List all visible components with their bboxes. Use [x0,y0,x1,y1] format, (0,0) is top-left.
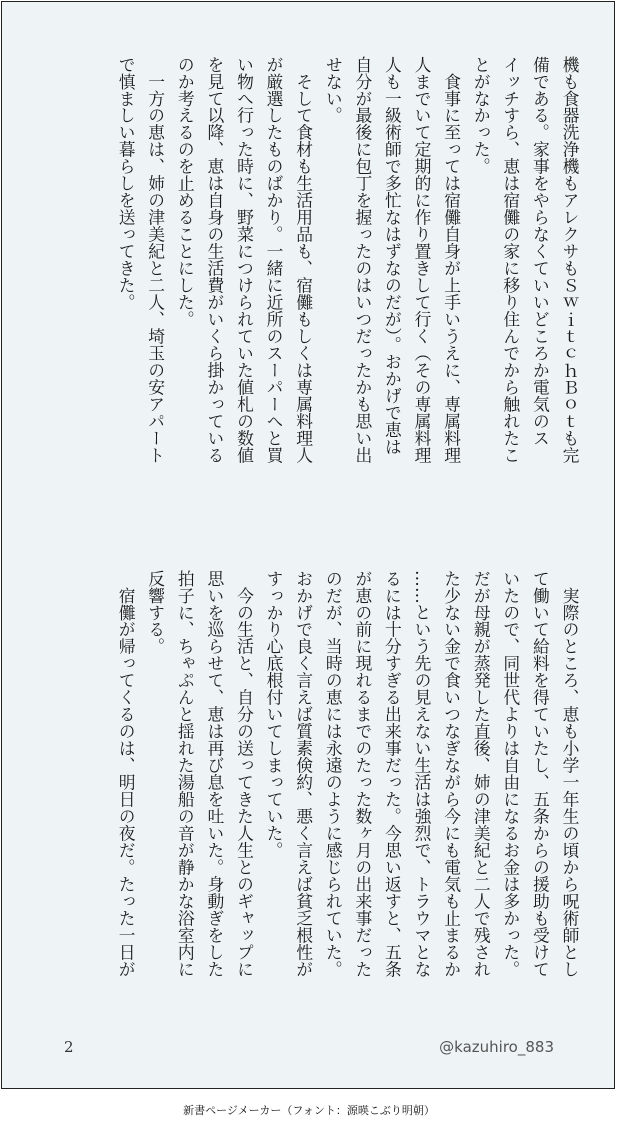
author-handle: @kazuhiro_883 [439,1038,554,1056]
text-line: た少ない金で食いつなぎながら今にも電気も止まるか [441,570,462,978]
text-line: 人も一級術師で多忙なはずなのだが）。おかげで恵は [382,56,403,456]
text-line: 一方の恵は、姉の津美紀と二人、埼玉の安アパート [145,56,166,464]
text-line: おかげで良く言えば質素倹約、悪く言えば貧乏根性が [293,570,314,978]
text-line: て働いて給料を得ていたし、五条からの援助も受けて [530,570,551,978]
text-line: が恵の前に現れるまでのたった数ヶ月の出来事だった [352,570,373,978]
text-line: を見て以降、恵は自身の生活費がいくら掛かっている [204,56,225,464]
text-line: すっかり心底根付いてしまっていた。 [264,570,285,859]
text-line: 今の生活と、自分の送ってきた人生とのギャップに [234,570,255,978]
text-line: そして食材も生活用品も、宿儺もしくは専属料理人 [293,56,314,464]
text-line: イッチすら、恵は宿儺の家に移り住んでから触れたこ [500,56,521,464]
text-line: い物へ行った時に、野菜につけられていた値札の数値 [234,56,255,464]
text-line: いたので、同世代よりは自由になるお金は多かった。 [500,570,521,978]
text-line: が厳選したものばかり。一緒に近所のスーパーへと買 [264,56,285,464]
text-line: 思いを巡らせて、恵は再び息を吐いた。身動ぎをした [204,570,225,978]
text-line: 宿儺が帰ってくるのは、明日の夜だ。たった一日が [116,570,137,978]
text-line: 実際のところ、恵も小学一年生の頃から呪術師とし [560,570,580,978]
text-line: だが母親が蒸発した直後、姉の津美紀と二人で残され [471,570,492,978]
text-block-bottom [111,570,585,1020]
text-line: で慎ましい暮らしを送ってきた。 [116,56,137,311]
text-line: のか考えるのを止めることにした。 [175,56,196,328]
book-page [1,1,615,1089]
text-line: 備である。家事をやらなくていいどころか電気のス [530,56,551,447]
text-line: とがなかった。 [471,56,492,175]
text-line: ……という先の見えない生活は強烈で、トラウマとな [412,570,433,978]
text-line: のだが、当時の恵には永遠のように感じられていた。 [323,570,344,978]
text-line: 拍子に、ちゃぷんと揺れた湯船の音が静かな浴室内に [175,570,196,978]
text-line: 自分が最後に包丁を握ったのはいつだったかも思い出 [352,56,373,464]
text-line: るには十分すぎる出来事だった。今思い返すと、五条 [382,570,403,978]
text-line: 機も食器洗浄機もアレクサもＳｗｉｔｃｈＢｏｔも完 [560,56,580,464]
text-block-top [111,56,585,526]
page-number: 2 [64,1038,74,1056]
text-line: 食事に至っては宿儺自身が上手いうえに、専属料理 [441,56,462,464]
text-line: せない。 [323,56,344,124]
text-line: 反響する。 [145,570,166,655]
footer-credit: 新書ページメーカー（フォント：源暎こぶり明朝） [183,1104,435,1117]
text-line: 人までいて定期的に作り置きして行く（その専属料理 [412,56,433,464]
